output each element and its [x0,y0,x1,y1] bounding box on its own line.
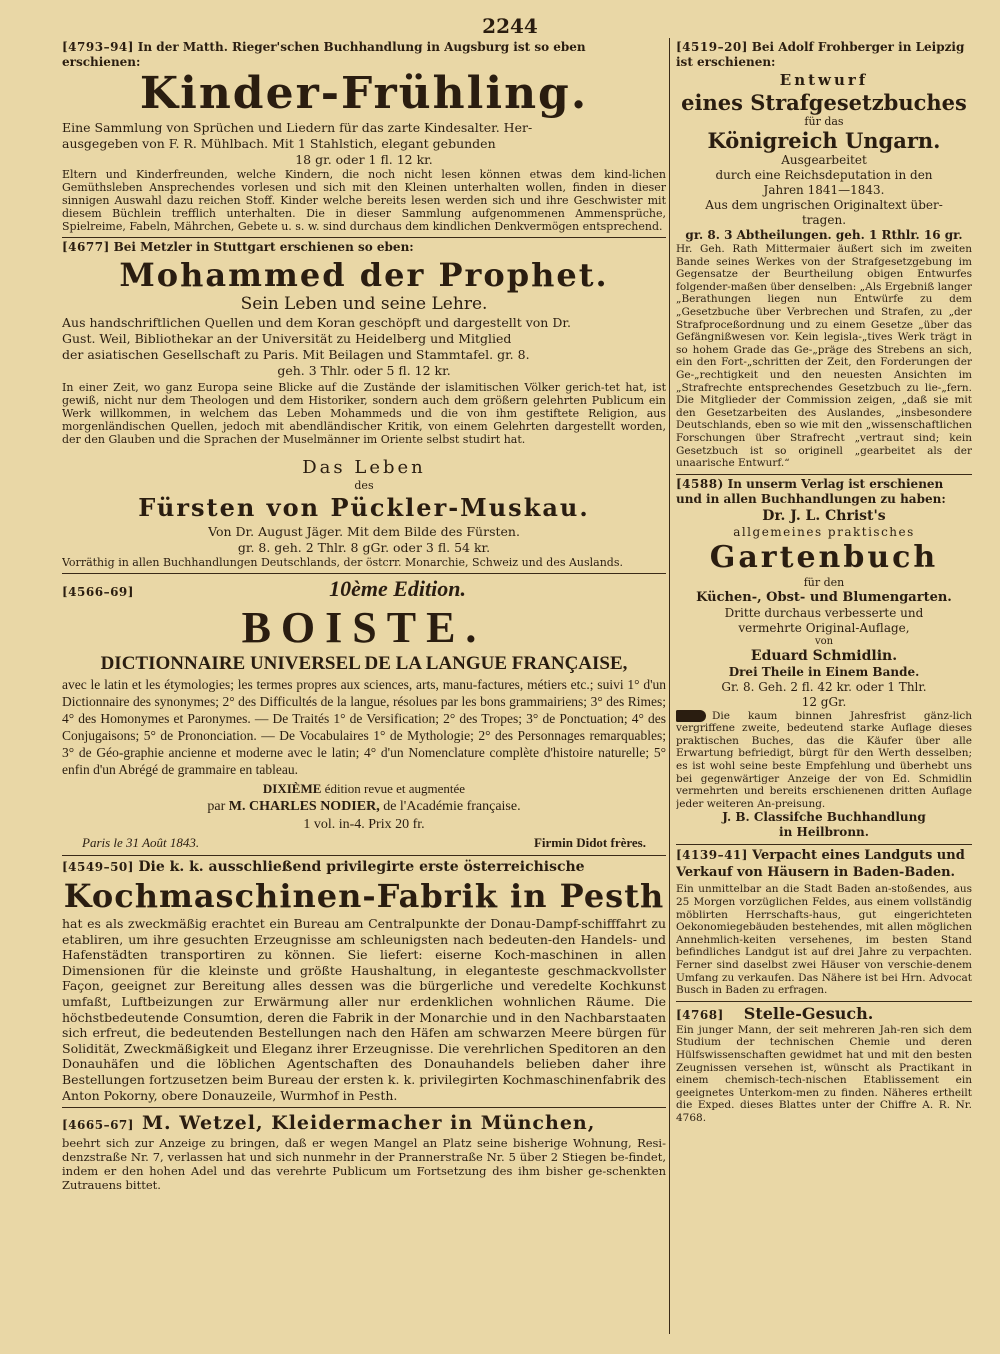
column-divider [669,38,670,1334]
ad-title: eines Strafgesetzbuches [681,90,967,115]
ad-intro: In unserm Verlag ist erschienen und in allen Buchhandlungen zu haben: [676,476,946,506]
ad-ref: [4549–50] [62,860,134,874]
ad-ref: [4519–20] [676,40,748,54]
page-number: 2244 [482,14,538,38]
ad-ref: [4677] [62,240,110,254]
ad-strafgesetzbuch [676,38,972,475]
ad-ref: [4139–41] [676,848,748,863]
ad-line-6: Aus dem ungrischen Originaltext über- [705,198,943,212]
ad-wetzel [62,1108,666,1196]
ad-intro: Die k. k. ausschließend privilegirte erste österreichische [138,859,585,875]
ad-line-3: der asiatischen Gesellschaft zu Paris. Mit Beilagen und Stammtafel. gr. 8. [62,347,530,362]
ad-price: gr. 8. 3 Abtheilungen. geh. 1 Rthlr. 16 gr. [685,228,963,242]
ad-volume: 1 vol. in-4. Prix 20 fr. [303,817,425,832]
ad-title: Kochmaschinen-Fabrik in Pesth [63,877,665,915]
ad-body: beehrt sich zur Anzeige zu bringen, daß er wegen Mangel an Platz seine bisherige Wohnung, Resi-denzstraße Nr. 7, verlassen hat und sich nunmehr in der Prannerstraße Nr. 5 über 2 Stiegen be-findet, indem er den hohen Adel und das verehrte Publicum um Fortsetzung des ihm bisher ge-schenkten Zutrauens bittet. [62,1136,666,1193]
ad-mohammed [62,238,666,574]
ad-publisher: Firmin Didot frères. [533,835,646,850]
ad-line-4: durch eine Reichsdeputation in den [715,168,933,182]
ad-intro: Bei Metzler in Stuttgart erschienen so eben: [113,240,414,254]
ad-body: Ein unmittelbar an die Stadt Baden an-stoßendes, aus 25 Morgen vorzüglichen Feldes, aus einem vollständig möblirten Herrschafts-haus, gut eingerichteten Oekonomiegebäuden bestehendes, mit allen möglichen Annehmlich-keiten versehenes, im besten Stand befindliches Landgut ist auf drei Jahre zu verpachten. Ferner sind daselbst zwei Häuser von verschie-denem Umfang zu verkaufen. Das Nähere ist bei Hrn. Advocat Busch in Baden zu erfragen. [676,883,972,997]
ad-line-1: Entwurf [779,71,869,89]
ad-ref: [4566–69] [62,585,134,599]
ad-intro: In der Matth. Rieger'schen Buchhandlung in Augsburg ist so eben erschienen: [62,40,586,69]
ad-dixieme-rest: édition revue et augmentée [324,781,466,796]
ad-leben-line-2: des [354,479,374,492]
ad-line-2: für das [804,115,844,128]
ad-baden [676,845,972,1001]
ad-body: Ein junger Mann, der seit mehreren Jah-ren sich dem Studium der technischen Chemie und deren Hülfswissenschaften gewidmet hat und mit den besten Zeugnissen versehen ist, wünscht als Practikant in einem chemisch-tech-nischen Etablissement ein geeignetes Unterkom-men zu finden. Näheres ertheilt die Exped. dieses Blattes unter der Chiffre A. R. Nr. 4768. [676,1023,972,1124]
ad-price: Gr. 8. Geh. 2 fl. 42 kr. oder 1 Thlr. [721,679,927,694]
ad-body: Die kaum binnen Jahresfrist gänz-lich vergriffene zweite, bedeutend starke Auflage dieses praktischen Buches, das die Käufer über alle Erwartung befriedigt, bürgt für den Werth desselben; es ist wohl seine beste Empfehlung und überhebt uns bei gegenwärtiger Anzeige der von Ed. Schmidlin vermehrten und bereits erschienenen dritten Auflage jeder weiteren An-preisung. [676,709,972,810]
ad-title: Mohammed der Prophet. [119,256,609,294]
ad-line-3: Ausgearbeitet [781,153,867,167]
ad-line-2: für den [803,575,845,589]
ad-line-6: von [814,635,834,647]
ad-boiste [62,574,666,856]
ad-kingdom: Königreich Ungarn. [707,128,941,153]
ad-date: Paris le 31 Août 1843. [82,835,200,850]
ad-line-7: Drei Theile in Einem Bande. [728,664,920,679]
ad-line-5: vermehrte Original-Auflage, [738,620,910,635]
ad-subtitle: DICTIONNAIRE UNIVERSEL DE LA LANGUE FRANÇAISE, [100,653,628,674]
ad-publisher-2: in Heilbronn. [779,825,869,840]
ad-title: Gartenbuch [709,539,939,575]
ad-line-1: Aus handschriftlichen Quellen und dem Koran geschöpft und dargestellt von Dr. [62,315,571,330]
ad-author: M. CHARLES NODIER, [228,799,380,814]
ad-line-2: Gust. Weil, Bibliothekar an der Universität zu Heidelberg und Mitglied [62,331,512,346]
ad-body: Eltern und Kinderfreunden, welche Kindern, die noch nicht lesen können etwas dem kind-lichen Gemüthsleben Ansprechendes vorlesen und sich mit den Kleinen unterhalten wollen, finden in dieser sinnigen Auswahl dazu reichen Stoff. Kinder welche bereits lesen werden sich und ihre Geschwister mit diesem Büchlein trefflich unterhalten. Die in dieser Sammlung aufgenommenen Ammensprüche, Spielreime, Fabeln, Mährchen, Gebete u. s. w. sind durchaus dem kindlichen Denkvermögen entsprechend. [62,168,666,233]
ad-ref: [4588) [676,476,724,491]
ad-title: Stelle-Gesuch. [743,1003,874,1023]
ad-line-3: Küchen-, Obst- und Blumengarten. [696,589,952,605]
ad-line-5: Jahren 1841—1843. [763,183,885,197]
ad-stelle-gesuch [676,1002,972,1129]
ad-title: Kinder-Frühling. [139,68,589,119]
ad-academie: de l'Académie française. [383,799,521,814]
ad-intro: Bei Adolf Frohberger in Leipzig ist erschienen: [676,40,965,69]
ad-leben-author: Von Dr. August Jäger. Mit dem Bilde des Fürsten. [208,524,520,539]
ad-kinder-fruehling [62,38,666,238]
ad-ref: [4768] [676,1007,724,1022]
ad-line-4: Dritte durchaus verbesserte und [724,605,924,620]
ad-line-7: tragen. [801,213,847,227]
ad-price: 18 gr. oder 1 fl. 12 kr. [295,152,433,167]
ad-body: avec le latin et les étymologies; les termes propres aux sciences, arts, manu-factures, métiers etc.; suivi 1° d'un Dictionnaire des synonymes; 2° des Difficultés de la langue, résolues par les bons grammairiens; 3° des Rimes; 4° des Homonymes et Paronymes. — De Traités 1° de Versification; 2° des Tropes; 3° de Ponctuation; 4° des Conjugaisons; 5° de Prononciation. — De Vocabulaires 1° de Mythologie; 2° des Personnages remarquables; 3° de Géo-graphie ancienne et moderne avec le latin; 4° d'un Nomenclature complète d'histoire naturelle; 5° enfin d'un Abrégé de grammaire en tableau. [62,677,666,777]
ad-dixieme: DIXIÈME [262,781,322,796]
ad-line-2: ausgegeben von F. R. Mühlbach. Mit 1 Stahlstich, elegant gebunden [62,136,496,151]
ad-ref: [4665–67] [62,1118,134,1133]
ad-leben-line-1: Das Leben [302,457,426,478]
ad-ref: [4793–94] [62,40,134,54]
ad-line-1: allgemeines praktisches [733,524,915,539]
ad-title: BOISTE. [241,603,487,652]
ad-gartenbuch [676,475,972,846]
right-column [676,38,972,1344]
ad-publisher-1: J. B. Classifche Buchhandlung [722,810,926,825]
ad-subtitle: Sein Leben und seine Lehre. [240,294,488,314]
ad-par: par [207,799,226,814]
ad-leben-title: Fürsten von Pückler-Muskau. [138,493,590,522]
pointing-hand-icon [676,710,706,722]
ad-editor: Eduard Schmidlin. [750,647,898,664]
ad-kochmaschinen [62,856,666,1108]
ad-author: Dr. J. L. Christ's [762,507,886,524]
ad-leben-price: gr. 8. geh. 2 Thlr. 8 gGr. oder 3 fl. 54 kr. [237,540,491,555]
ad-body: Hr. Geh. Rath Mittermaier äußert sich im zweiten Bande seines Werkes von der Strafgesetzgebung im Gegensatze der Beurtheilung obigen Entwurfes folgender-maßen über denselben: „Als Ergebniß langer „Berathungen liegen nun Entwürfe zu dem „Gesetzbuche über Verbrechen und Strafen, zu „der Strafproceßordnung und zu einem Gesetze „über das Gefängnißwesen vor. Kein legisla-„tives Werk trägt in so hohem Grade das Ge-„präge des Strebens an sich, ein den Fort-„schritten der Zeit, den Forderungen der Ge-„rechtigkeit und den neuesten Ansichten im „Strafrechte entsprechendes Gesetzbuch zu lie-„fern. Die Mitglieder der Commission zeigen, „daß sie mit den Gesetzarbeiten des Auslandes, „insbesondere Deutschlands, eben so wie mit den „wissenschaftlichen Forschungen über Strafrecht „vertraut sind; kein Gesetzbuch ist so originell „gearbeitet als der unaarische Entwurf.“ [676,243,972,470]
ad-title: M. Wetzel, Kleidermacher in München, [141,1112,596,1135]
ad-title: Verpacht eines Landguts und Verkauf von Häusern in Baden-Baden. [676,848,965,881]
ad-edition: 10ème Edition. [329,576,466,601]
ad-body: hat es als zweckmäßig erachtet ein Bureau am Centralpunkte der Donau-Dampf-schifffahrt zu etabliren, um ihre gesuchten Erzeugnisse am schleunigsten nach bedeuten-den Handels- und Hafenstädten transportiren zu können. Sie liefert: eiserne Koch-maschinen in allen Dimensionen für die kleinste und größte Haushaltung, in eleganteste geschmackvollster Façon, geeignet zur Bereitung alles dessen was die bürgerliche und veredelte Kochkunst umfaßt, Luftbeizungen zur Erwärmung aller nur erdenklichen wohnlichen Räume. Die höchstbedeutende Consumtion, deren die Fabrik in der Monarchie und in den Nachbarstaaten sich erfreut, die bedeutenden Bestellungen nach den Häfen am schwarzen Meere bürgen für Solidität, Zweckmäßigkeit und Eleganz ihrer Erzeugnisse. Die verehrlichen Speditoren an den Donauhäfen und die löblichen Agentschaften des Donauhandels belieben daher ihre Bestellungen fortzusetzen beim Bureau der ersten k. k. privilegirten Kochmaschinenfabrik des Anton Pokorny, obere Donauzeile, Wurmhof in Pesth. [62,916,666,1103]
ad-body: In einer Zeit, wo ganz Europa seine Blicke auf die Zustände der islamitischen Völker gerich-tet hat, ist gewiß, nicht nur dem Theologen und dem Historiker, sondern auch dem größern gelehrten Publicum ein Werk willkommen, in welchem das Leben Mohammeds und die von ihm gestiftete Religion, aus morgenländischen Quellen, jedoch mit abendländischer Kritik, von einem Gelehrten dargestellt worden, der den Glauben und die Sprachen der Muselmänner im Oriente selbst studirt hat. [62,381,666,446]
ad-price-2: 12 gGr. [801,694,847,709]
ad-leben-body: Vorräthig in allen Buchhandlungen Deutschlands, der östcrr. Monarchie, Schweiz und des Auslands. [62,556,623,569]
left-column [62,38,666,1344]
ad-line-1: Eine Sammlung von Sprüchen und Liedern für das zarte Kindesalter. Her- [62,120,533,135]
ad-price: geh. 3 Thlr. oder 5 fl. 12 kr. [277,363,451,378]
